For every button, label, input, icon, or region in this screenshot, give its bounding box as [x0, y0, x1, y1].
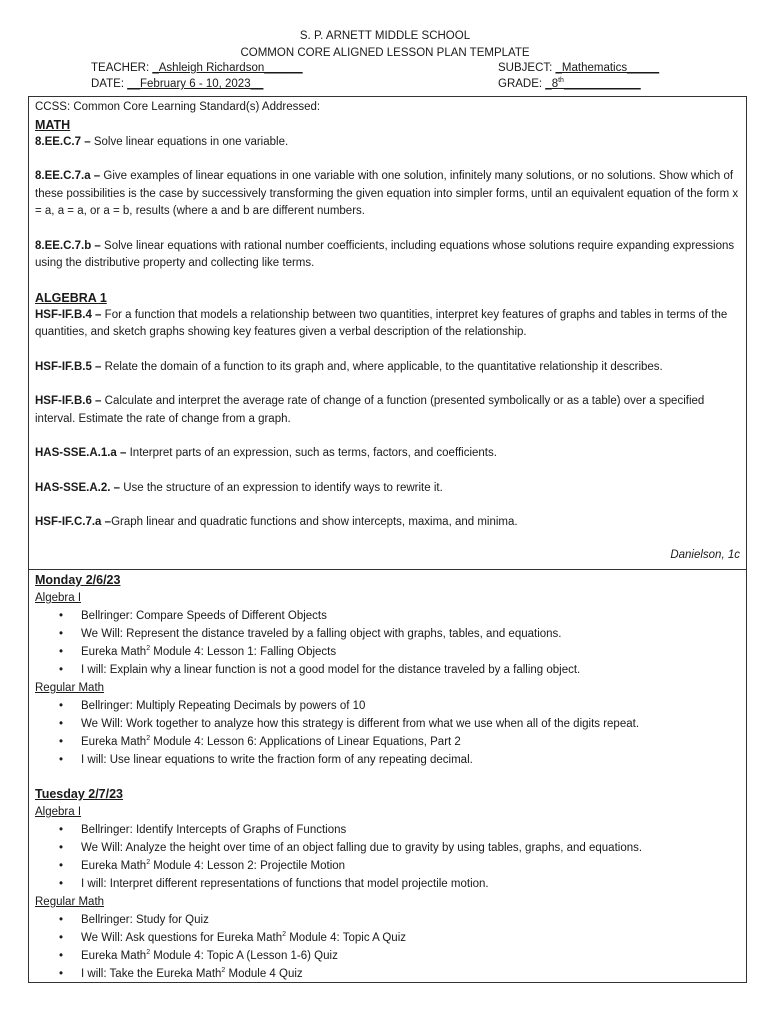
- standard-code: 8.EE.C.7.b –: [35, 239, 101, 252]
- standard-text: Relate the domain of a function to its graph and, where applicable, to the quantitative relationship it describes.: [101, 360, 663, 373]
- list-item: • I will: Use linear equations to write the fraction form of any repeating decimal.: [81, 751, 740, 769]
- bullet-list: [35, 821, 740, 893]
- section-title: Regular Math: [35, 682, 105, 694]
- standard-text: Solve linear equations in one variable.: [90, 135, 289, 148]
- list-item: • Bellringer: Identify Intercepts of Graphs of Functions: [81, 821, 740, 839]
- list-item: • Eureka Math$^2$ Module 4: Lesson 2: Projectile Motion: [81, 857, 740, 875]
- list-item: • I will: Explain why a linear function is not a good model for the distance traveled by a falling object.: [81, 661, 740, 679]
- standard-code: HSF-IF.B.5 –: [35, 360, 102, 373]
- daily-plans: [29, 570, 746, 983]
- section-title: Algebra I: [35, 592, 82, 604]
- date-value: __February 6 - 10, 2023__: [127, 78, 264, 90]
- standard-code: HAS-SSE.A.2. –: [35, 481, 120, 494]
- math-heading: MATH: [35, 117, 71, 132]
- template-title: COMMON CORE ALIGNED LESSON PLAN TEMPLATE: [240, 47, 530, 59]
- standard-text: Calculate and interpret the average rate of change of a function (presented symbolically or as a table) over a specified interval. Estimate the rate of change from a graph.: [35, 395, 705, 425]
- list-item: • I will: Interpret different representations of functions that model projectile motion.: [81, 875, 740, 893]
- standard-math-1: [35, 168, 740, 221]
- list-item: • We Will: Work together to analyze how this strategy is different from what we use when all of the digits repeat.: [81, 715, 740, 733]
- section-title: Algebra I: [35, 806, 82, 818]
- list-item: • Bellringer: Study for Quiz: [81, 911, 740, 929]
- subject-label: SUBJECT:: [498, 62, 553, 74]
- standard-text: Interpret parts of an expression, such as terms, factors, and coefficients.: [126, 447, 497, 459]
- standard-alg-5: [35, 514, 740, 532]
- list-item: • Eureka Math$^2$ Module 4: Topic A (Lesson 1-6) Quiz: [81, 947, 740, 965]
- standard-text: Give examples of linear equations in one variable with one solution, infinitely many solutions, or no solutions. Show which of these possibilities is the case by successively transforming the given equation into simpler forms, until an equivalent equation of the form x = a, a = a, or a = b, results (where a and b are different numbers.: [35, 170, 739, 217]
- list-item: • Eureka Math$^2$ Module 4: Lesson 6: Applications of Linear Equations, Part 2: [81, 733, 740, 751]
- date-field: [91, 78, 263, 90]
- standard-alg-0: [35, 307, 740, 342]
- subject-value: _Mathematics_____: [555, 62, 660, 74]
- list-item: • Bellringer: Multiply Repeating Decimals by powers of 10: [81, 697, 740, 715]
- grade-value: _8th____________: [545, 77, 641, 90]
- date-grade-row: [0, 78, 770, 94]
- standard-code: 8.EE.C.7 –: [35, 135, 91, 148]
- standard-code: HSF-IF.C.7.a –: [35, 516, 112, 528]
- standard-code: HSF-IF.B.4 –: [35, 308, 102, 321]
- teacher-value: _Ashleigh Richardson______: [152, 62, 303, 74]
- section-title: Regular Math: [35, 896, 105, 908]
- bullet-list: [35, 911, 740, 983]
- document-header: [0, 28, 770, 94]
- standard-alg-4: [35, 480, 740, 498]
- standard-alg-2: [35, 393, 740, 428]
- bullet-list: [35, 697, 740, 769]
- standards-box: [28, 96, 747, 570]
- grade-label: GRADE:: [498, 78, 543, 90]
- teacher-subject-row: [0, 62, 770, 78]
- ccss-intro: CCSS: Common Core Learning Standard(s) Addressed:: [35, 101, 321, 113]
- standard-math-0: [35, 134, 740, 152]
- bullet-list: [35, 607, 740, 679]
- list-item: • Eureka Math$^2$ Module 4: Lesson 1: Falling Objects: [81, 643, 740, 661]
- school-name: S. P. ARNETT MIDDLE SCHOOL: [299, 30, 471, 42]
- standard-alg-3: [35, 445, 740, 463]
- math-standards: [35, 134, 740, 273]
- standard-text: For a function that models a relationship between two quantities, interpret key features of graphs and tables in terms of the quantities, and sketch graphs showing key features given a verbal description of the relationship.: [35, 308, 728, 338]
- teacher-label: TEACHER:: [91, 62, 150, 74]
- standard-text: Graph linear and quadratic functions and show intercepts, maxima, and minima.: [111, 516, 518, 528]
- algebra-standards: [35, 307, 740, 532]
- day-title: Tuesday 2/7/23: [35, 787, 124, 801]
- standard-text: Use the structure of an expression to identify ways to rewrite it.: [120, 481, 443, 494]
- standard-code: 8.EE.C.7.a –: [35, 170, 101, 182]
- teacher-field: [91, 62, 303, 74]
- subject-field: [498, 62, 659, 74]
- standard-code: HAS-SSE.A.1.a –: [35, 447, 127, 459]
- algebra-heading: ALGEBRA 1: [35, 290, 107, 305]
- standard-text: Solve linear equations with rational number coefficients, including equations whose solutions require expanding expressions using the distributive property and collecting like terms.: [35, 239, 735, 269]
- list-item: • We Will: Analyze the height over time of an object falling due to gravity by using tables, graphs, and equations.: [81, 839, 740, 857]
- danielson-reference: Danielson, 1c: [670, 549, 740, 561]
- list-item: • Bellringer: Compare Speeds of Different Objects: [81, 607, 740, 625]
- grade-field: [498, 78, 641, 90]
- date-label: DATE:: [91, 78, 125, 90]
- standard-math-2: [35, 238, 740, 273]
- list-item: • We Will: Represent the distance traveled by a falling object with graphs, tables, and equations.: [81, 625, 740, 643]
- daily-plan-box: [28, 569, 747, 983]
- standard-alg-1: [35, 359, 740, 377]
- list-item: • We Will: Ask questions for Eureka Math$^2$ Module 4: Topic A Quiz: [81, 929, 740, 947]
- standard-code: HSF-IF.B.6 –: [35, 395, 102, 407]
- day-title: Monday 2/6/23: [35, 573, 121, 587]
- list-item: • I will: Take the Eureka Math$^2$ Module 4 Quiz: [81, 965, 740, 983]
